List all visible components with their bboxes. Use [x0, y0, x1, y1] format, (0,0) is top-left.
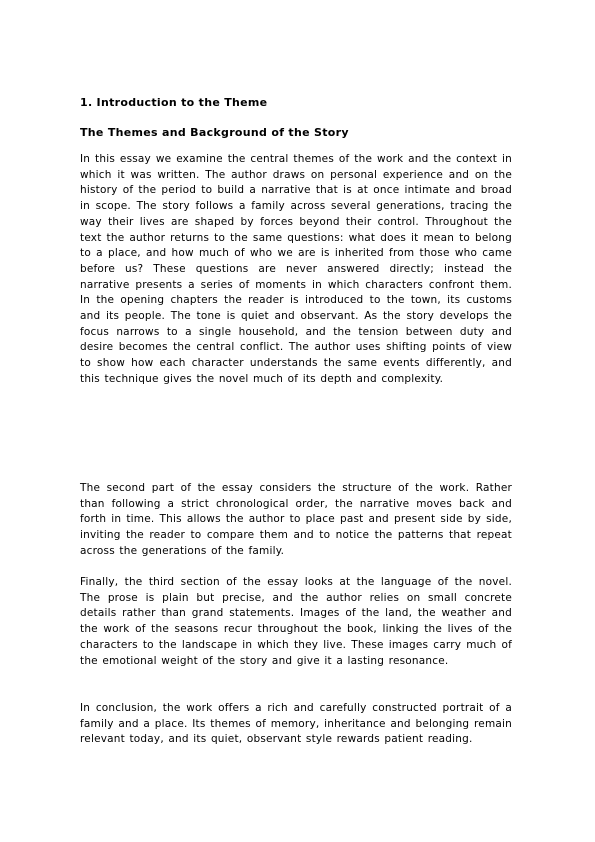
body-paragraph: Finally, the third section of the essay looks at the language of the novel. The prose is plain but precise, and the author relies on small concrete details rather than grand statements. Images of the land, the weather and the work of the seasons recur throughout the book, linking the lives of the characters to the landscape in which they live. These images carry much of the emotional weight of the story and give it a lasting resonance.: [80, 576, 512, 667]
section-subtitle: The Themes and Background of the Story: [80, 126, 349, 139]
section-title: 1. Introduction to the Theme: [80, 96, 268, 109]
body-paragraph: In conclusion, the work offers a rich and carefully constructed portrait of a family and a place. Its themes of memory, inheritance and belonging remain relevant today, and its quiet, observant style rewards patient reading.: [80, 702, 512, 746]
body-paragraph: In this essay we examine the central themes of the work and the context in which it was written. The author draws on personal experience and on the history of the period to build a narrative that is at once intimate and broad in scope. The story follows a family across several generations, tracing the way their lives are shaped by forces beyond their control. Throughout the text the author returns to the same questions: what does it mean to belong to a place, and how much of who we are is inherited from those who came before us? These questions are never answered directly; instead the narrative presents a series of moments in which characters confront them. In the opening chapters the reader is introduced to the town, its customs and its people. The tone is quiet and observant. As the story develops the focus narrows to a single household, and the tension between duty and desire becomes the central conflict. The author uses shifting points of view to show how each character understands the same events differently, and this technique gives the novel much of its depth and complexity.: [80, 153, 512, 385]
body-paragraph: The second part of the essay considers the structure of the work. Rather than following a strict chronological order, the narrative moves back and forth in time. This allows the author to place past and present side by side, inviting the reader to compare them and to notice the patterns that repeat across the generations of the family.: [80, 482, 512, 557]
